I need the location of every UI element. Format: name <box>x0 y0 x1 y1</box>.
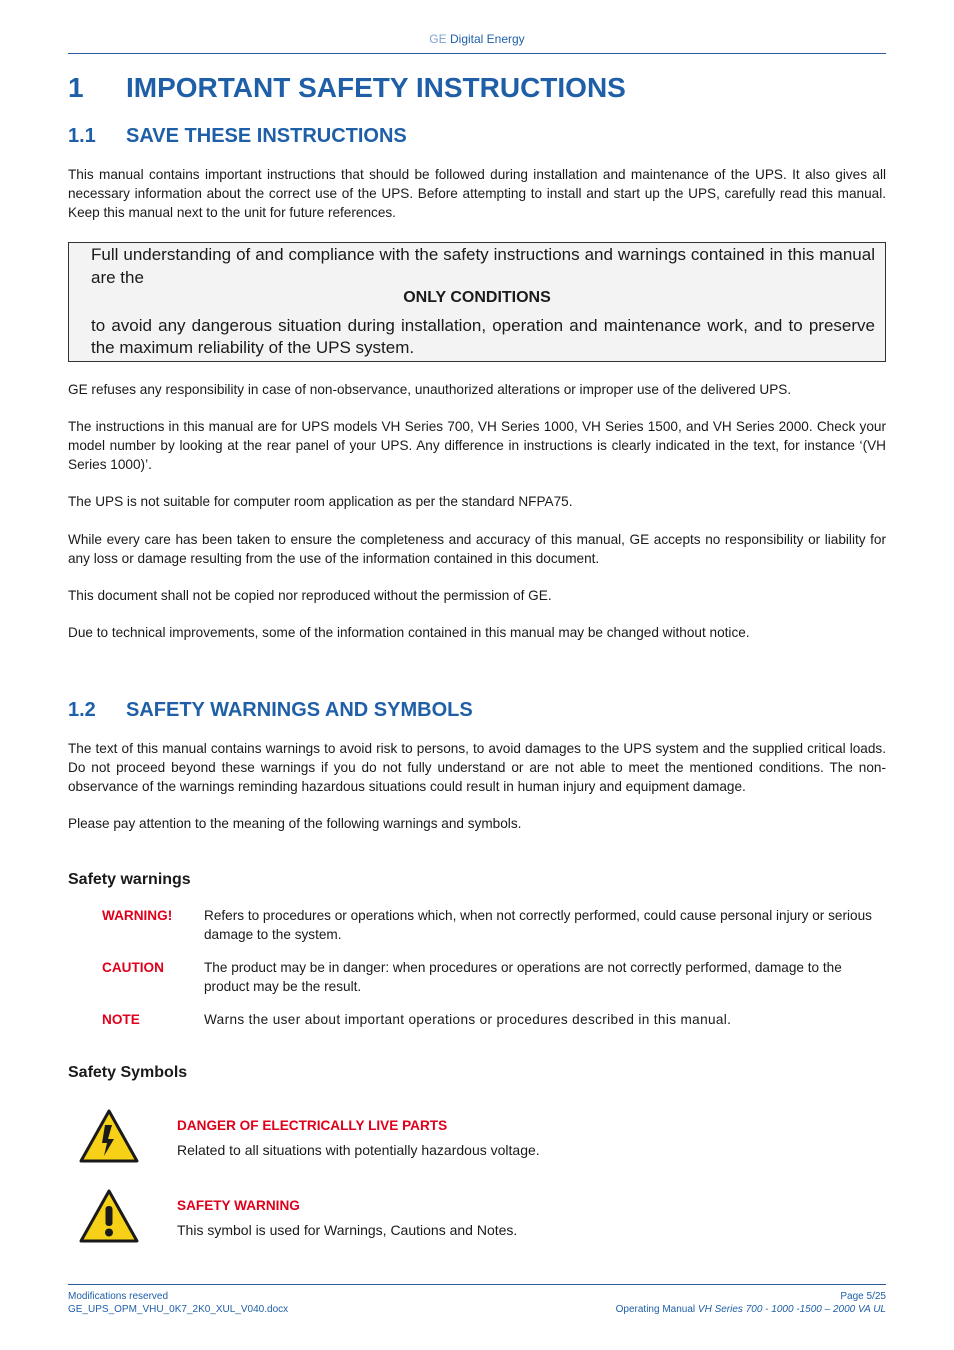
caution-description: The product may be in danger: when procedures or operations are not correctly performed, damage to the product may be the result. <box>204 960 842 994</box>
footer-manual-prefix: Operating Manual <box>615 1304 696 1315</box>
section-1-1-intro: This manual contains important instructions that should be followed during installation and maintenance of the UPS. It also gives all necessary information about the correct use of the UPS. Before attempting to install and start up the UPS, carefully read this manual. Keep this manual next to the unit for future references. <box>68 167 886 220</box>
paragraph-changes: Due to technical improvements, some of the information contained in this manual may be changed without notice. <box>68 625 750 640</box>
section-1-1-title: SAVE THESE INSTRUCTIONS <box>126 125 407 147</box>
section-1-1-number: 1.1 <box>68 125 96 147</box>
safety-conditions-box <box>68 242 886 362</box>
section-1-2-title: SAFETY WARNINGS AND SYMBOLS <box>126 699 473 721</box>
section-1-2-intro: The text of this manual contains warnings to avoid risk to persons, to avoid damages to the UPS system and the supplied critical loads. Do not proceed beyond these warnings if you do not fully understand or are not able to meet the mentioned conditions. The non-observance of the warnings reminding hazardous situations could result in human injury and equipment damage. <box>68 741 886 794</box>
safety-symbols-heading: Safety Symbols <box>68 1064 188 1081</box>
warning-description: Refers to procedures or operations which, when not correctly performed, could cause personal injury or serious damage to the system. <box>204 908 872 942</box>
exclamation-warning-icon <box>78 1188 140 1244</box>
footer-left <box>68 1290 288 1316</box>
caution-label: CAUTION <box>102 960 164 975</box>
box-emphasis: ONLY CONDITIONS <box>403 289 551 306</box>
section-1-number: 1 <box>68 72 84 103</box>
footer-page-number: Page 5/25 <box>840 1291 886 1302</box>
paragraph-models: The instructions in this manual are for UPS models VH Series 700, VH Series 1000, VH Series 1500, and VH Series 2000. Check your model number by looking at the rear panel of your UPS. Any difference in instructions is clearly indicated in the text, for instance ‘(VH Series 1000)’. <box>68 419 886 472</box>
note-description: Warns the user about important operations or procedures described in this manual. <box>204 1012 732 1027</box>
paragraph-nfpa: The UPS is not suitable for computer room application as per the standard NFPA75. <box>68 494 573 509</box>
page-header <box>68 32 886 46</box>
footer-modifications: Modifications reserved <box>68 1291 169 1302</box>
footer-filename: GE_UPS_OPM_VHU_0K7_2K0_XUL_V040.docx <box>68 1304 289 1315</box>
symbol-live-parts-title: DANGER OF ELECTRICALLY LIVE PARTS <box>177 1118 448 1133</box>
safety-warnings-heading: Safety warnings <box>68 871 191 888</box>
section-1-2-heading <box>68 699 473 722</box>
symbol-safety-warning-description: This symbol is used for Warnings, Cautions and Notes. <box>177 1222 518 1238</box>
header-company: Digital Energy <box>449 32 525 46</box>
section-1-heading <box>68 72 626 104</box>
warning-label: WARNING! <box>102 908 173 923</box>
paragraph-copyright: This document shall not be copied nor reproduced without the permission of GE. <box>68 588 552 603</box>
section-1-2-number: 1.2 <box>68 699 96 721</box>
box-line-2: to avoid any dangerous situation during installation, operation and maintenance work, and to preserve the maximum reliability of the UPS system. <box>91 316 875 357</box>
note-row <box>102 1010 886 1029</box>
header-divider <box>68 53 886 54</box>
footer-right <box>616 1290 886 1316</box>
section-1-title: IMPORTANT SAFETY INSTRUCTIONS <box>126 72 626 103</box>
section-1-2-intro-2: Please pay attention to the meaning of the following warnings and symbols. <box>68 816 522 831</box>
symbol-safety-warning-title: SAFETY WARNING <box>177 1198 300 1213</box>
footer-divider <box>68 1284 886 1285</box>
paragraph-responsibility: GE refuses any responsibility in case of non-observance, unauthorized alterations or improper use of the delivered UPS. <box>68 382 792 397</box>
section-1-1-heading <box>68 125 407 148</box>
footer-manual-title <box>616 1303 886 1316</box>
paragraph-liability: While every care has been taken to ensure the completeness and accuracy of this manual, GE accepts no responsibility or liability for any loss or damage resulting from the use of the information contained in this document. <box>68 532 886 566</box>
note-label: NOTE <box>102 1012 140 1027</box>
warning-row <box>102 906 886 944</box>
header-brand: GE <box>429 32 447 46</box>
caution-row <box>102 958 886 996</box>
high-voltage-warning-icon <box>78 1108 140 1164</box>
symbol-live-parts-description: Related to all situations with potentially hazardous voltage. <box>177 1142 540 1158</box>
footer-manual-series: VH Series 700 - 1000 -1500 – 2000 VA UL <box>697 1304 886 1315</box>
box-line-1: Full understanding of and compliance with the safety instructions and warnings contained in this manual are the <box>91 245 875 287</box>
